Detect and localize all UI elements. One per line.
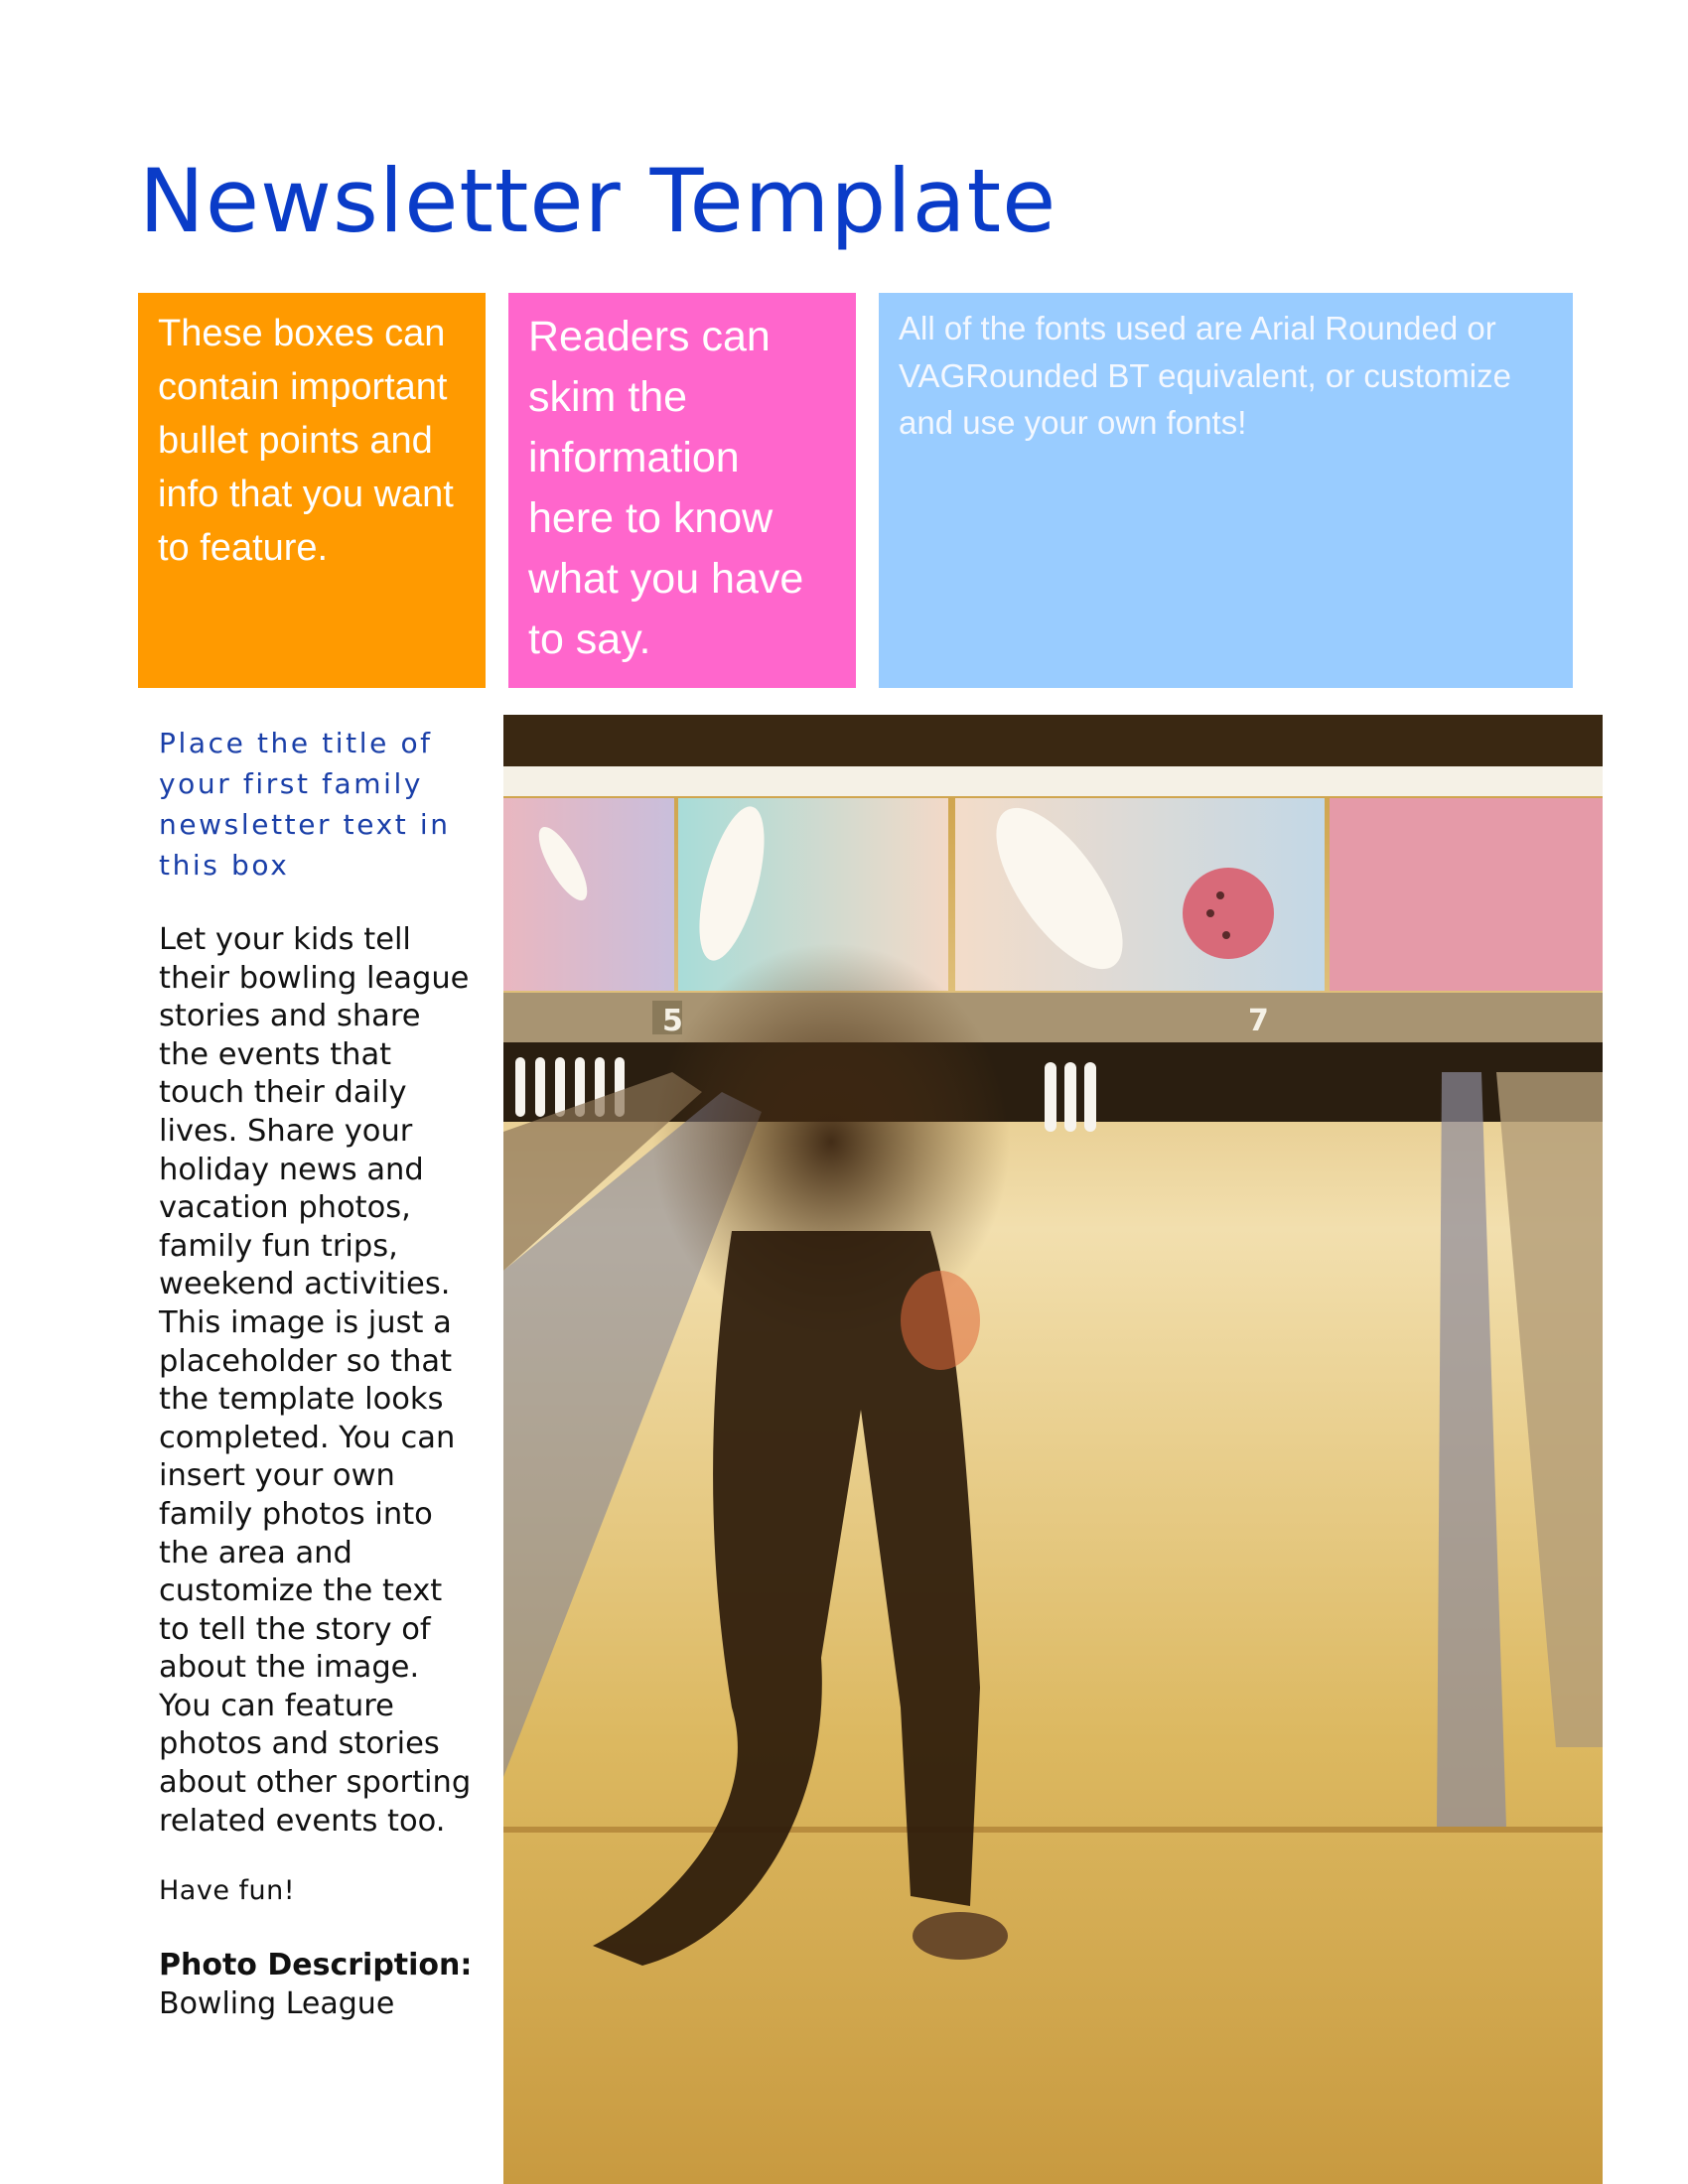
photo-caption bbox=[159, 1946, 477, 2023]
feature-box-text: All of the fonts used are Arial Rounded or VAGRounded BT equivalent, or customize and use your own fonts! bbox=[899, 310, 1511, 441]
caption-value: Bowling League bbox=[159, 1986, 395, 2022]
feature-box-text: Readers can skim the information here to know what you have to say. bbox=[528, 313, 804, 663]
caption-label: Photo Description: bbox=[159, 1948, 473, 1983]
lane-number-7: 7 bbox=[1248, 1004, 1269, 1038]
feature-box-blue bbox=[879, 293, 1573, 688]
feature-box-pink bbox=[508, 293, 856, 688]
bowling-photo-illustration bbox=[503, 715, 1603, 2184]
bowling-alley-photo bbox=[503, 715, 1603, 2184]
feature-box-text: These boxes can contain important bullet points and info that you want to feature. bbox=[158, 313, 454, 569]
feature-box-orange bbox=[138, 293, 486, 688]
article-body: Let your kids tell their bowling league stories and share the events that touch their daily lives. Share your holiday news and vacation photos, family fun trips, weekend activities. This image is just a placeholder so that the template looks completed. You can insert your own family photos into the area and customize the text to tell the story of about the image. You can feature photos and stories about other sporting related events too. bbox=[159, 922, 472, 1839]
article-closing: Have fun! bbox=[159, 1875, 296, 1907]
lane-number-5: 5 bbox=[662, 1004, 683, 1038]
article-title: Place the title of your first family newsletter text in this box bbox=[159, 727, 451, 882]
article-column bbox=[159, 723, 477, 2023]
newsletter-title: Newsletter Template bbox=[139, 150, 1057, 252]
